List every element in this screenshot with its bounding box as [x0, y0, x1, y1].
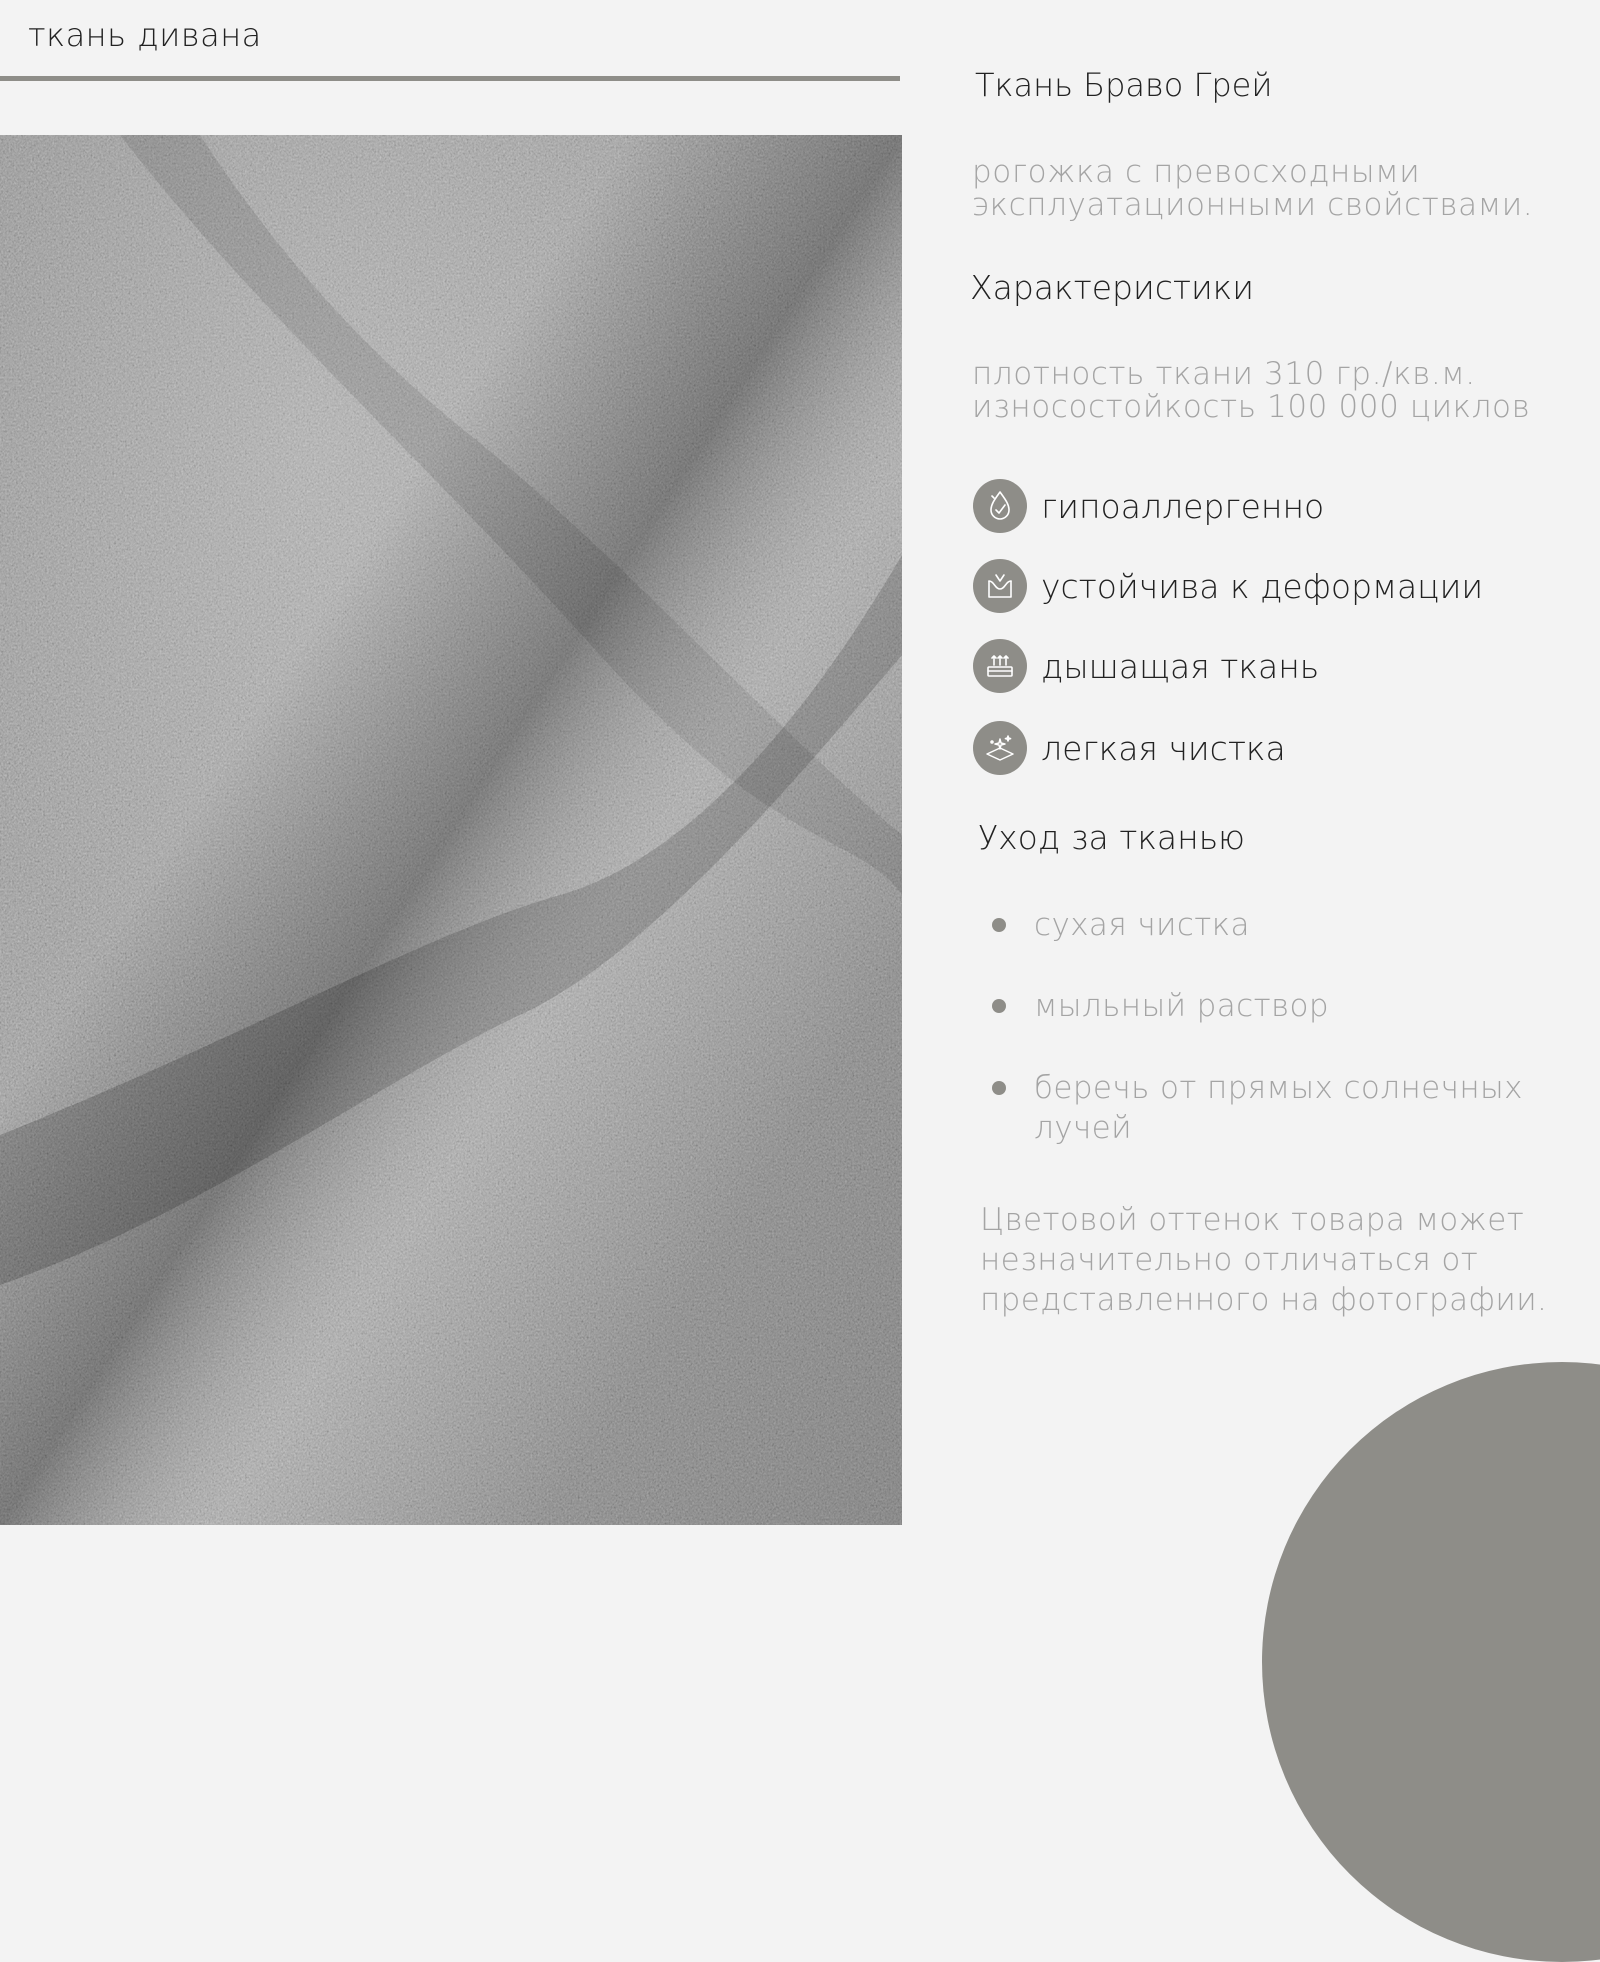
- feature-deformation-resistant: [973, 558, 1483, 614]
- fabric-texture: [0, 135, 902, 1525]
- feature-breathable: [973, 638, 1319, 694]
- spec-density: плотность ткани 310 гр./кв.м.: [972, 356, 1476, 392]
- bullet-dot: [992, 999, 1006, 1013]
- feature-label: устойчива к деформации: [1041, 566, 1484, 606]
- bullet-dot: [992, 918, 1006, 932]
- color-disclaimer: Цветовой оттенок товара может незначительно отличаться от представленного на фотографии.: [980, 1202, 1548, 1318]
- easy-clean-sparkle-icon: [973, 721, 1027, 775]
- deformation-resistant-icon: [973, 559, 1027, 613]
- product-description: [972, 156, 1592, 222]
- bullet-dot: [992, 1081, 1006, 1095]
- feature-label: дышащая ткань: [1041, 646, 1320, 686]
- product-title: Ткань Браво Грей: [975, 66, 1273, 104]
- care-item-text: беречь от прямых солнечных лучей: [1034, 1070, 1523, 1146]
- characteristics-specs: [972, 358, 1592, 424]
- header-divider: [0, 76, 900, 81]
- fabric-photo: [0, 135, 902, 1525]
- care-item-text: сухая чистка: [1034, 907, 1250, 943]
- description-line: рогожка с превосходными: [972, 154, 1421, 190]
- care-title: Уход за тканью: [978, 818, 1245, 857]
- decorative-circle: [1262, 1362, 1600, 1962]
- feature-label: гипоаллергенно: [1041, 486, 1325, 526]
- header-label: ткань дивана: [28, 16, 262, 54]
- breathable-fabric-icon: [973, 639, 1027, 693]
- characteristics-title: Характеристики: [970, 268, 1255, 307]
- care-item-text: мыльный раствор: [1034, 988, 1329, 1024]
- feature-label: легкая чистка: [1041, 728, 1286, 768]
- spec-wear-resistance: износостойкость 100 000 циклов: [972, 389, 1531, 425]
- feature-hypoallergenic: [973, 478, 1324, 534]
- hypoallergenic-drop-check-icon: [973, 479, 1027, 533]
- feature-easy-clean: [973, 720, 1286, 776]
- description-line: эксплуатационными свойствами.: [972, 187, 1534, 223]
